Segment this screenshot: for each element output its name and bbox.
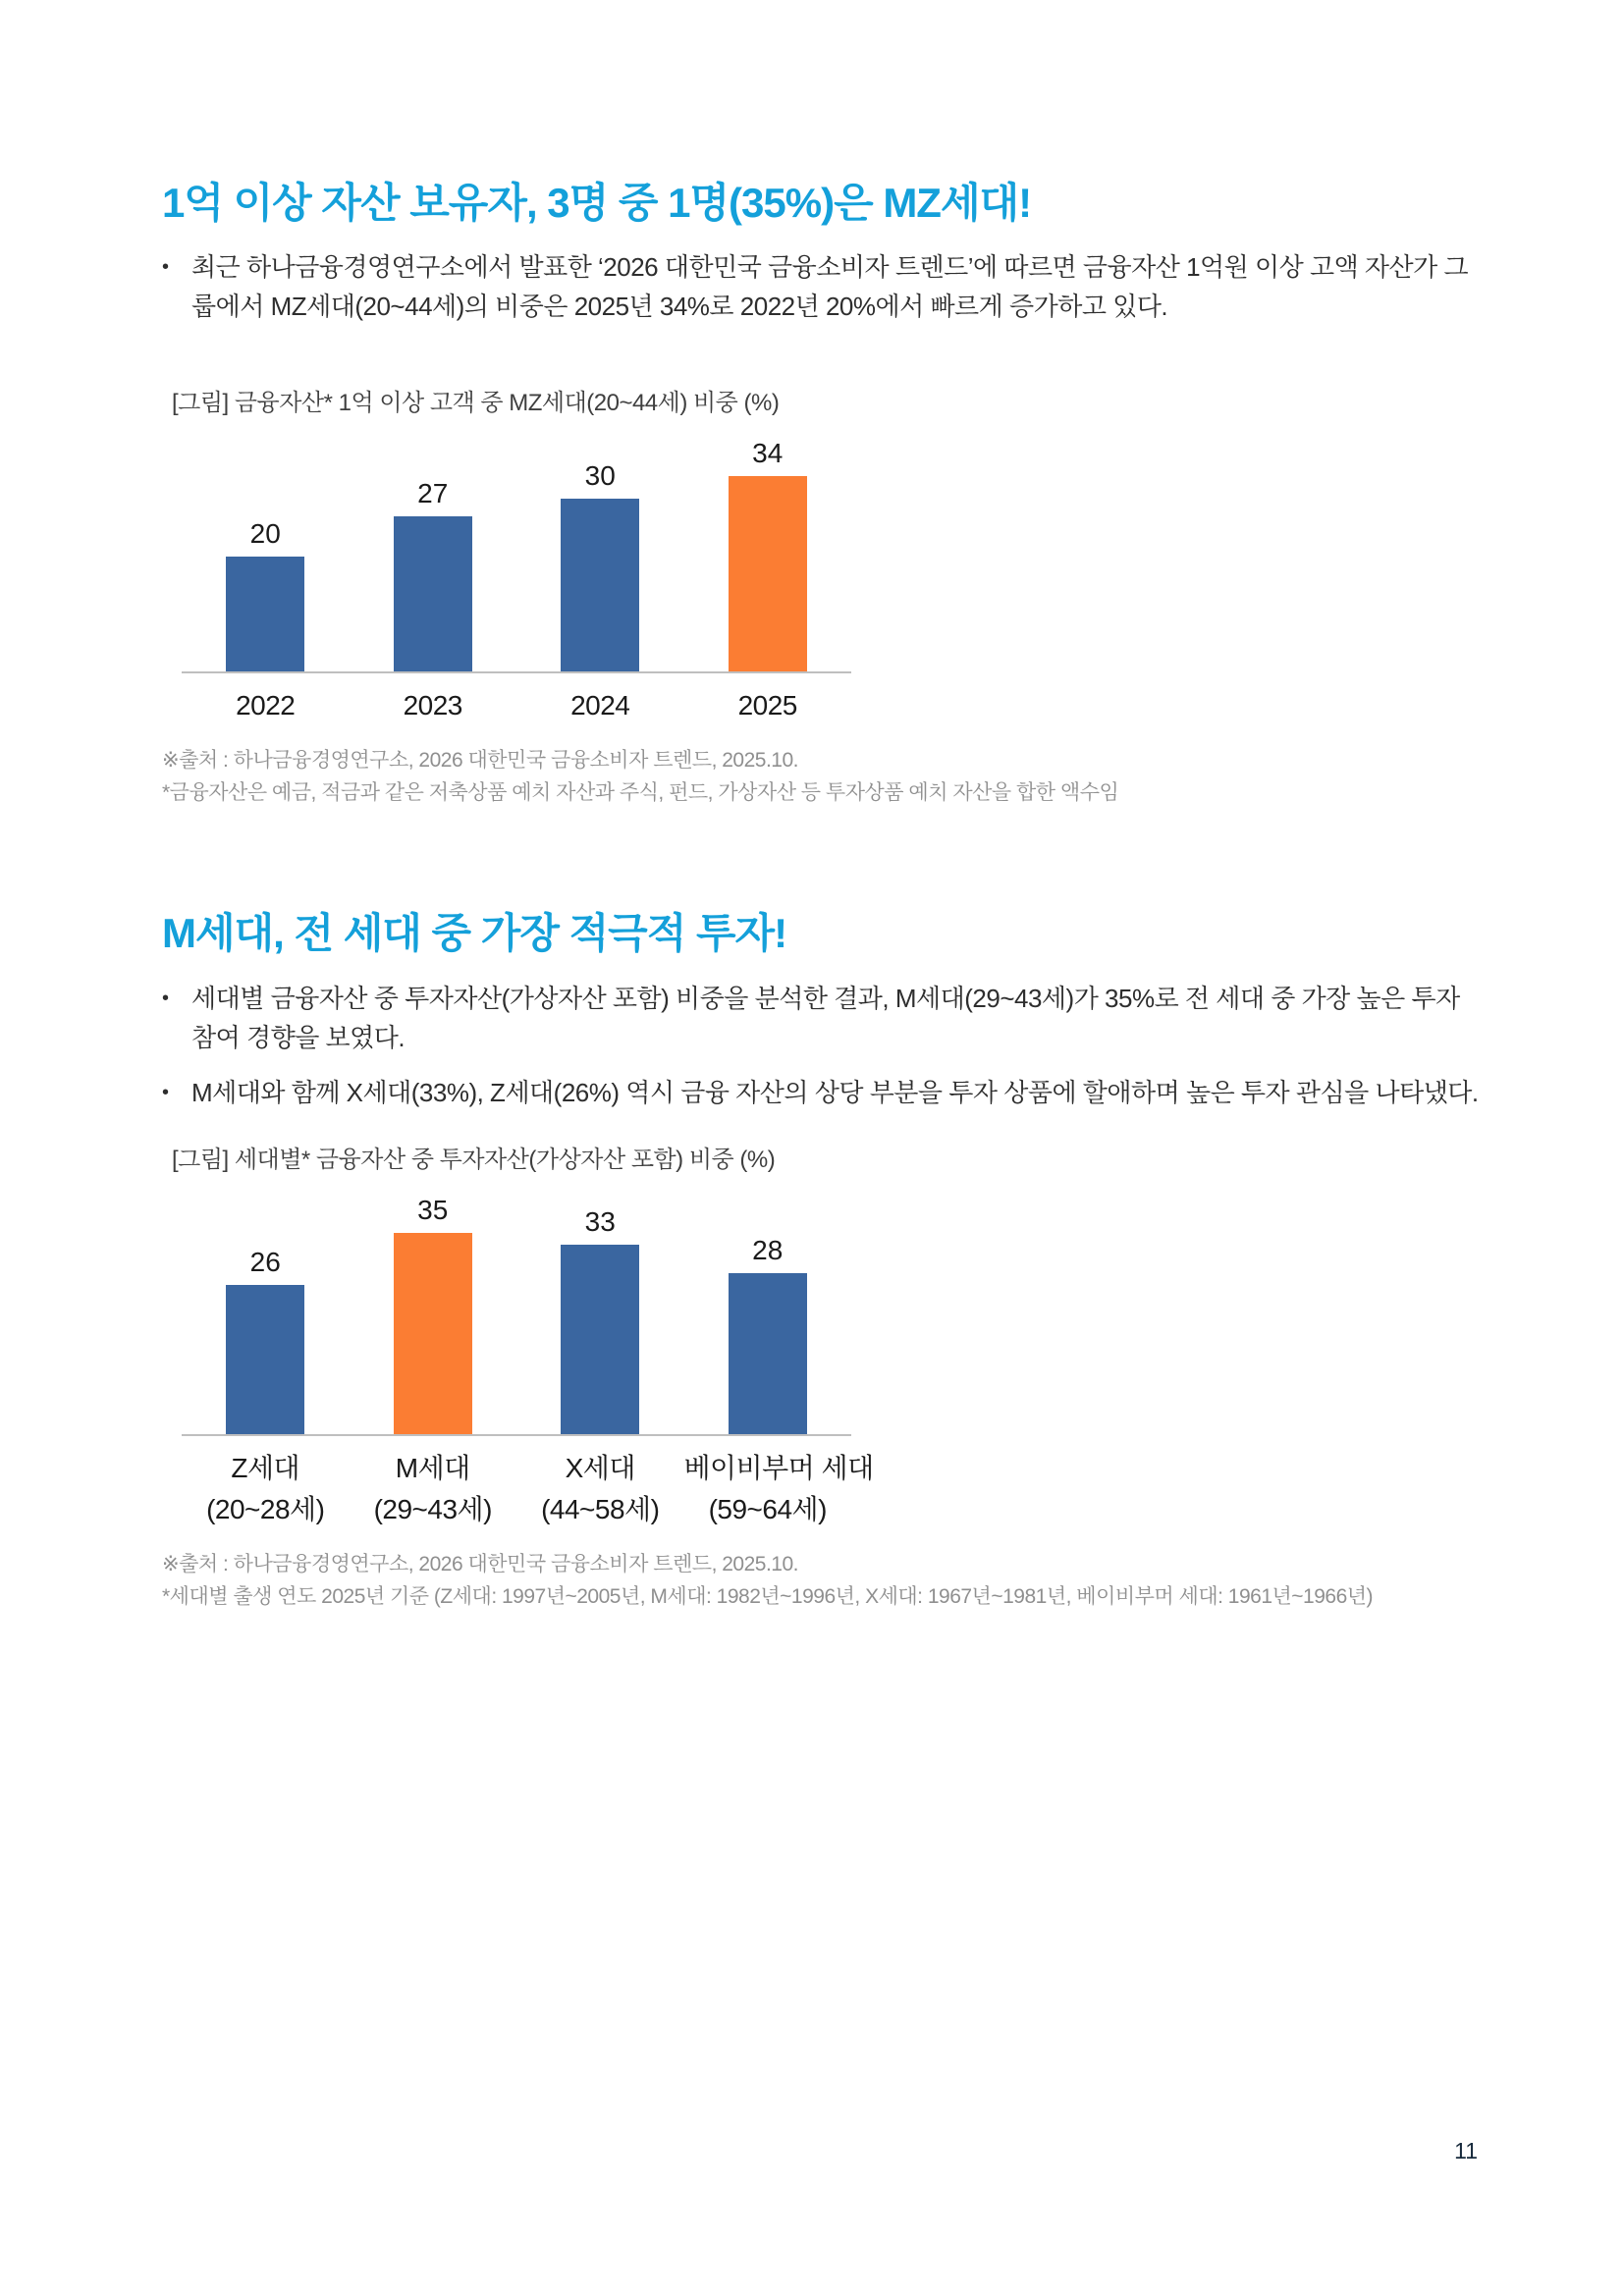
bullet-dot-icon: • <box>162 256 169 279</box>
bullet-dot-icon: • <box>162 987 169 1009</box>
source-line: ※출처 : 하나금융경영연구소, 2026 대한민국 금융소비자 트렌드, 2025.10. <box>162 1552 798 1575</box>
bullet-dot-icon: • <box>162 1081 169 1103</box>
chart-category-axis <box>182 1448 874 1530</box>
chart-plot-area <box>182 431 851 673</box>
bar-2024 <box>561 499 639 671</box>
bar-value-label: 34 <box>752 438 784 469</box>
bullet-item <box>162 1073 1481 1112</box>
section-2 <box>162 909 1481 1612</box>
bar-chart-investment-share-by-generation <box>182 1188 874 1530</box>
footnote-line: *세대별 출생 연도 2025년 기준 (Z세대: 1997년~2005년, M세대: 1982년~1996년, X세대: 1967년~1981년, 베이비부머 세대: 1961년~1966년) <box>162 1584 1374 1608</box>
bar-slot <box>684 1235 852 1434</box>
category-label: 베이비부머 세대 (59~64세) <box>684 1448 852 1530</box>
category-label: 2024 <box>570 690 630 721</box>
bar-Z세대 <box>226 1285 304 1434</box>
category-label: Z세대 (20~28세) <box>182 1448 350 1530</box>
bullet-item <box>162 247 1481 326</box>
section-divider-space <box>162 809 1481 909</box>
bar-M세대 <box>394 1233 472 1434</box>
category-sublabel: (44~58세) <box>541 1493 660 1524</box>
footnote-line: *금융자산은 예금, 적금과 같은 저축상품 예치 자산과 주식, 펀드, 가상자산 등 투자상품 예치 자산을 합한 액수임 <box>162 781 1119 805</box>
bullet-item <box>162 979 1481 1057</box>
category-label: X세대 (44~58세) <box>516 1448 684 1530</box>
category-sublabel: (29~43세) <box>373 1493 492 1524</box>
bar-베이비부머 세대 <box>729 1273 807 1434</box>
bar-slot <box>182 518 350 671</box>
bar-chart-assets-mz-share <box>182 431 851 726</box>
bar-slot <box>516 1206 684 1434</box>
category-sublabel: (20~28세) <box>206 1493 325 1524</box>
bar-2025 <box>729 476 807 671</box>
figure-1 <box>162 383 1481 809</box>
section-1-bullets <box>162 247 1481 326</box>
bullet-text: 최근 하나금융경영연구소에서 발표한 ‘2026 대한민국 금융소비자 트렌드’에 따르면 금융자산 1억원 이상 고액 자산가 그룹에서 MZ세대(20~44세)의 비중은 2025년 34%로 2022년 20%에서 빠르게 증가하고 있다. <box>191 252 1469 322</box>
bar-value-label: 33 <box>584 1205 616 1237</box>
figure-2-caption: [그림] 세대별* 금융자산 중 투자자산(가상자산 포함) 비중 (%) <box>172 1146 776 1173</box>
bar-slot <box>182 1247 350 1434</box>
bar-2022 <box>226 557 304 671</box>
figure-2 <box>162 1140 1481 1613</box>
category-sublabel: (59~64세) <box>708 1493 827 1524</box>
category-label: M세대 (29~43세) <box>350 1448 517 1530</box>
section-2-bullets <box>162 979 1481 1112</box>
bullet-text: M세대와 함께 X세대(33%), Z세대(26%) 역시 금융 자산의 상당 부분을 투자 상품에 할애하며 높은 투자 관심을 나타냈다. <box>191 1077 1479 1107</box>
bar-value-label: 30 <box>584 460 616 492</box>
bar-value-label: 20 <box>249 518 281 550</box>
section-1-heading: 1억 이상 자산 보유자, 3명 중 1명(35%)은 MZ세대! <box>162 180 1032 226</box>
section-2-heading: M세대, 전 세대 중 가장 적극적 투자! <box>162 910 787 957</box>
figure-1-source <box>162 744 1481 809</box>
bar-slot <box>684 438 852 671</box>
figure-2-source <box>162 1548 1481 1613</box>
bar-value-label: 26 <box>249 1246 281 1277</box>
bar-value-label: 35 <box>417 1194 449 1225</box>
chart-plot-area <box>182 1188 851 1436</box>
bar-slot <box>350 478 517 671</box>
category-label: 2022 <box>236 690 296 721</box>
section-1 <box>162 179 1481 809</box>
chart-category-axis <box>182 685 851 726</box>
bullet-text: 세대별 금융자산 중 투자자산(가상자산 포함) 비중을 분석한 결과, M세대(29~43세)가 35%로 전 세대 중 가장 높은 투자 참여 경향을 보였다. <box>191 983 1460 1052</box>
bar-value-label: 28 <box>752 1234 784 1265</box>
bar-slot <box>516 460 684 671</box>
category-label: 2025 <box>737 690 797 721</box>
bar-value-label: 27 <box>417 478 449 509</box>
bar-2023 <box>394 516 472 671</box>
page-number: 11 <box>1454 2138 1478 2163</box>
figure-1-caption: [그림] 금융자산* 1억 이상 고객 중 MZ세대(20~44세) 비중 (%) <box>172 390 780 417</box>
category-label: 2023 <box>403 690 462 721</box>
source-line: ※출처 : 하나금융경영연구소, 2026 대한민국 금융소비자 트렌드, 2025.10. <box>162 749 798 773</box>
bar-slot <box>350 1195 517 1434</box>
bar-X세대 <box>561 1245 639 1434</box>
